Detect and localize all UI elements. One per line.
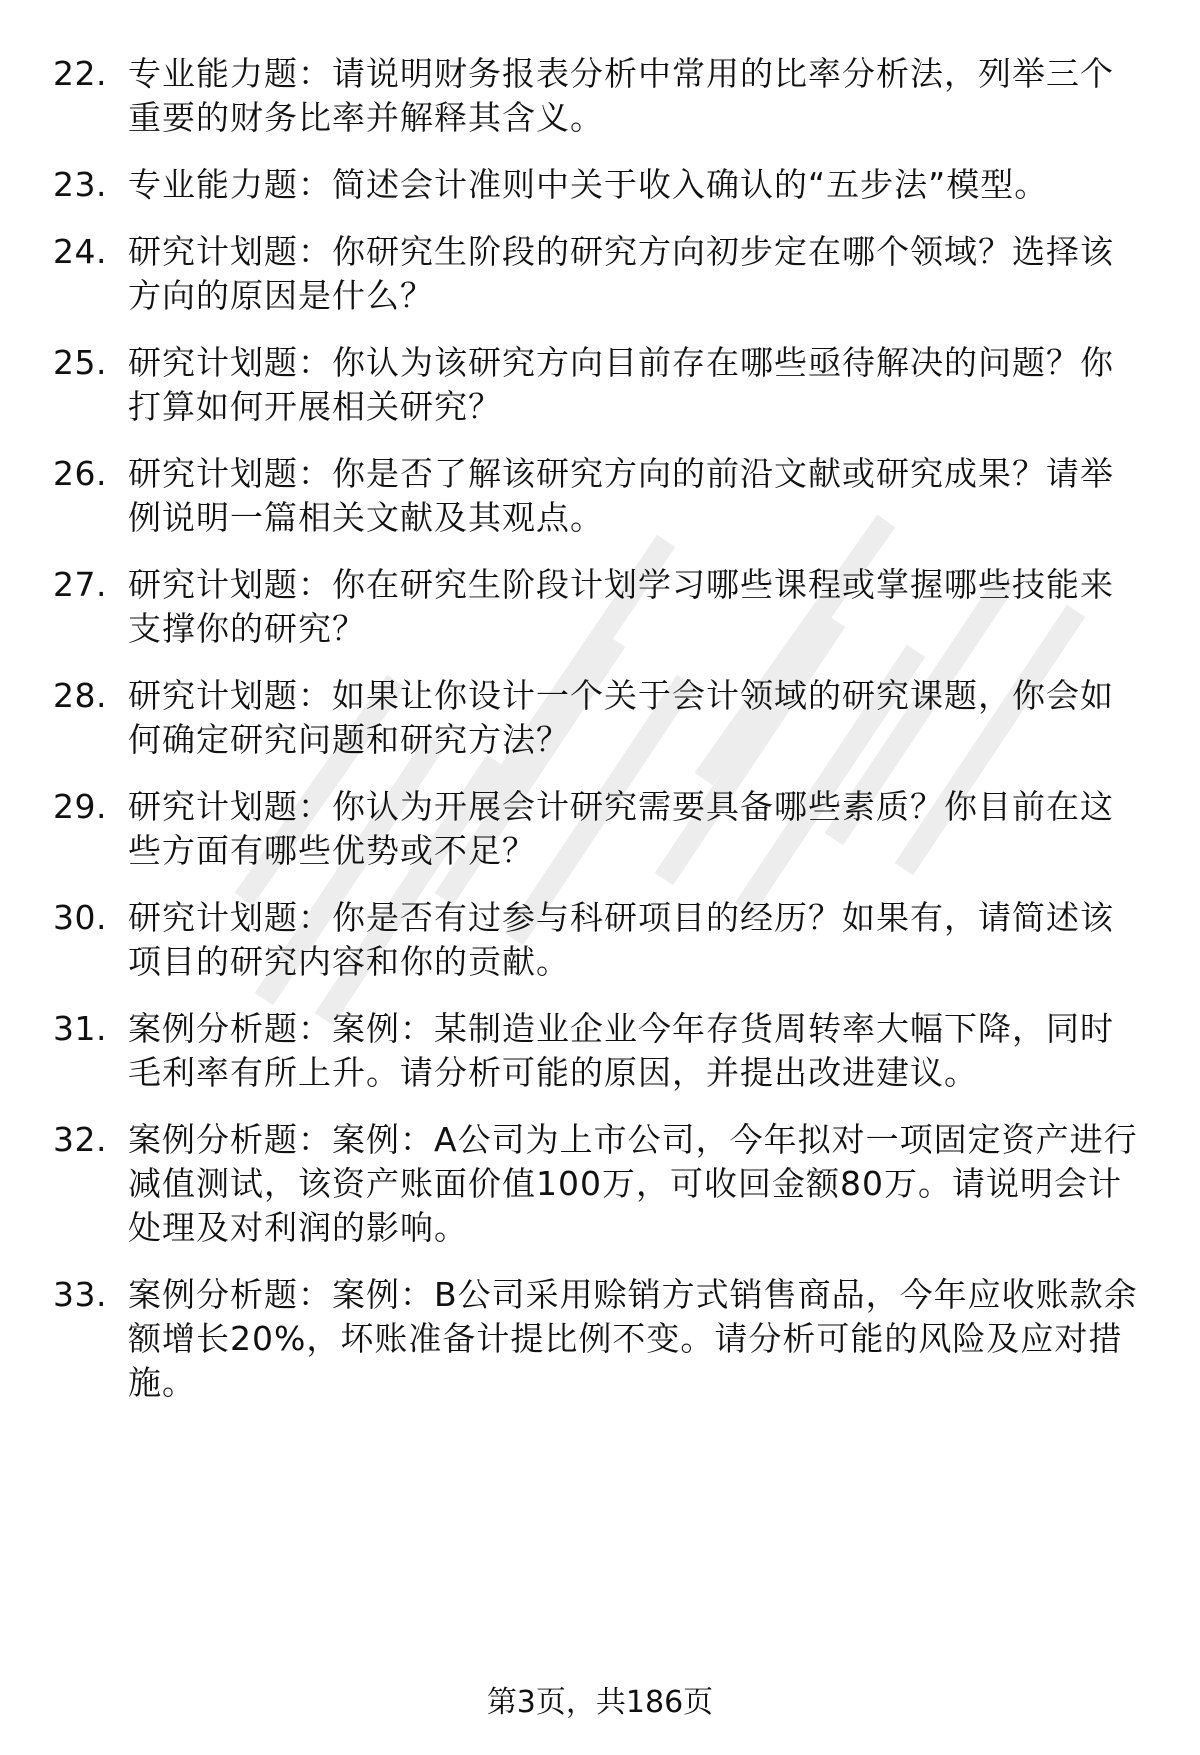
question-item-31: [0, 1007, 1200, 1095]
question-number: 24.: [53, 232, 107, 271]
question-number: 29.: [53, 787, 107, 826]
question-item-28: [0, 674, 1200, 762]
question-item-23: [0, 163, 1200, 207]
question-text: 研究计划题：你认为该研究方向目前存在哪些亟待解决的问题？你打算如何开展相关研究？: [128, 343, 1114, 426]
question-item-24: [0, 230, 1200, 318]
question-number: 32.: [53, 1120, 107, 1159]
question-text: 专业能力题：请说明财务报表分析中常用的比率分析法，列举三个重要的财务比率并解释其含义。: [128, 54, 1114, 137]
question-text: 案例分析题：案例：A公司为上市公司，今年拟对一项固定资产进行减值测试，该资产账面价值100万，可收回金额80万。请说明会计处理及对利润的影响。: [128, 1120, 1138, 1247]
question-number: 23.: [53, 165, 107, 204]
question-text: 研究计划题：你是否了解该研究方向的前沿文献或研究成果？请举例说明一篇相关文献及其观点。: [128, 454, 1114, 537]
question-number: 26.: [53, 454, 107, 493]
question-text: 研究计划题：你是否有过参与科研项目的经历？如果有，请简述该项目的研究内容和你的贡献。: [128, 898, 1114, 981]
question-text: 专业能力题：简述会计准则中关于收入确认的“五步法”模型。: [128, 165, 1049, 204]
question-item-26: [0, 452, 1200, 540]
question-number: 22.: [53, 54, 107, 93]
question-text: 研究计划题：你在研究生阶段计划学习哪些课程或掌握哪些技能来支撑你的研究？: [128, 565, 1114, 648]
question-number: 28.: [53, 676, 107, 715]
question-list: [0, 52, 1200, 1428]
question-number: 25.: [53, 343, 107, 382]
question-text: 研究计划题：如果让你设计一个关于会计领域的研究课题，你会如何确定研究问题和研究方法？: [128, 676, 1114, 759]
question-text: 研究计划题：你研究生阶段的研究方向初步定在哪个领域？选择该方向的原因是什么？: [128, 232, 1114, 315]
page-footer: 第3页，共186页: [486, 1685, 714, 1720]
question-number: 33.: [53, 1275, 107, 1314]
question-item-29: [0, 785, 1200, 873]
question-text: 案例分析题：案例：B公司采用赊销方式销售商品，今年应收账款余额增长20%，坏账准备计提比例不变。请分析可能的风险及应对措施。: [128, 1275, 1138, 1402]
question-item-27: [0, 563, 1200, 651]
question-number: 27.: [53, 565, 107, 604]
question-number: 30.: [53, 898, 107, 937]
question-item-33: [0, 1273, 1200, 1405]
question-item-25: [0, 341, 1200, 429]
question-item-32: [0, 1118, 1200, 1250]
question-item-22: [0, 52, 1200, 140]
question-item-30: [0, 896, 1200, 984]
question-text: 案例分析题：案例：某制造业企业今年存货周转率大幅下降，同时毛利率有所上升。请分析可能的原因，并提出改进建议。: [128, 1009, 1114, 1092]
question-number: 31.: [53, 1009, 107, 1048]
question-text: 研究计划题：你认为开展会计研究需要具备哪些素质？你目前在这些方面有哪些优势或不足？: [128, 787, 1114, 870]
